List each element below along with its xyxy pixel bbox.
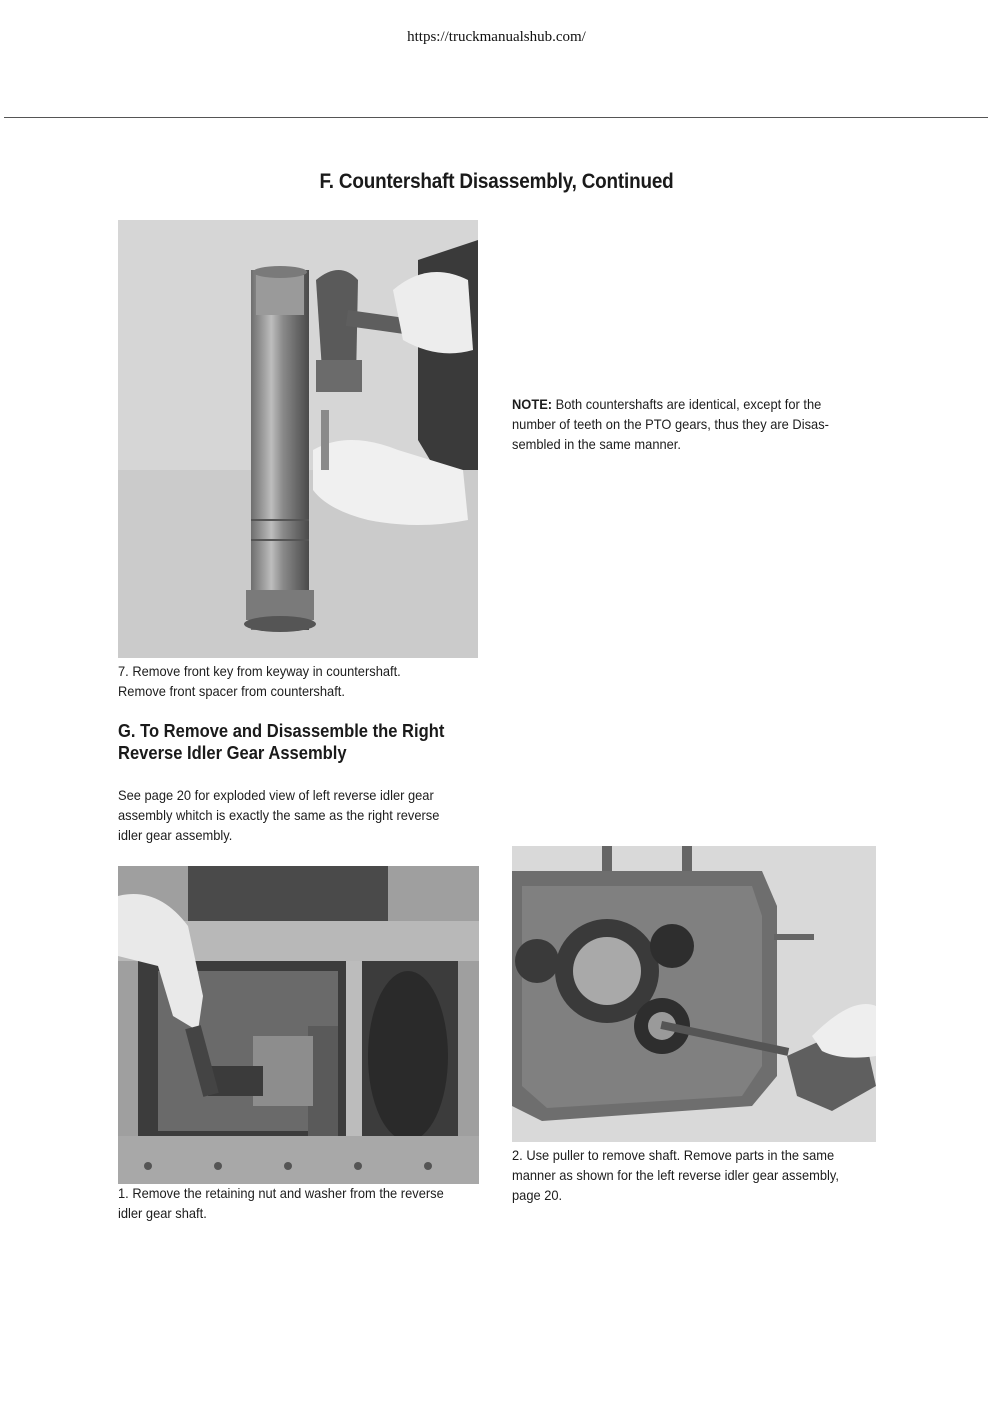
section-g-heading [118, 720, 468, 764]
photo-countershaft-hammer [118, 220, 478, 658]
figure-1-caption [118, 1183, 477, 1223]
figure-2-caption-line: page 20. [512, 1187, 563, 1203]
figure-1-caption-line: 1. Remove the retaining nut and washer from the reverse [118, 1185, 444, 1201]
figure-1-caption-line: idler gear shaft. [118, 1205, 207, 1221]
note-line: Both countershafts are identical, except for the [552, 396, 822, 412]
section-g-paragraph-line: idler gear assembly. [118, 827, 233, 843]
photo-puller-shaft [512, 846, 876, 1142]
figure-2-caption-line: 2. Use puller to remove shaft. Remove parts in the same [512, 1147, 835, 1163]
figure-2-caption [512, 1145, 871, 1205]
page-title: F. Countershaft Disassembly, Continued [319, 170, 674, 193]
section-g-paragraph-line: assembly whitch is exactly the same as the right reverse [118, 807, 440, 823]
note-line: sembled in the same manner. [512, 436, 681, 452]
photo-retaining-nut [118, 866, 479, 1184]
figure-7-caption-line: Remove front spacer from countershaft. [118, 683, 345, 699]
figure-7-caption [118, 661, 468, 701]
note-line: number of teeth on the PTO gears, thus they are Disas- [512, 416, 829, 432]
section-g-heading-line: G. To Remove and Disassemble the Right [118, 721, 445, 741]
figure-7-caption-line: 7. Remove front key from keyway in countershaft. [118, 663, 401, 679]
figure-2-caption-line: manner as shown for the left reverse idler gear assembly, [512, 1167, 839, 1183]
header-divider [4, 117, 988, 118]
section-g-paragraph [118, 785, 477, 845]
source-url[interactable]: https://truckmanualshub.com/ [407, 29, 586, 45]
section-g-paragraph-line: See page 20 for exploded view of left reverse idler gear [118, 787, 434, 803]
section-g-heading-line: Reverse Idler Gear Assembly [118, 743, 347, 763]
note-block [512, 394, 862, 454]
note-label: NOTE: [512, 396, 553, 412]
